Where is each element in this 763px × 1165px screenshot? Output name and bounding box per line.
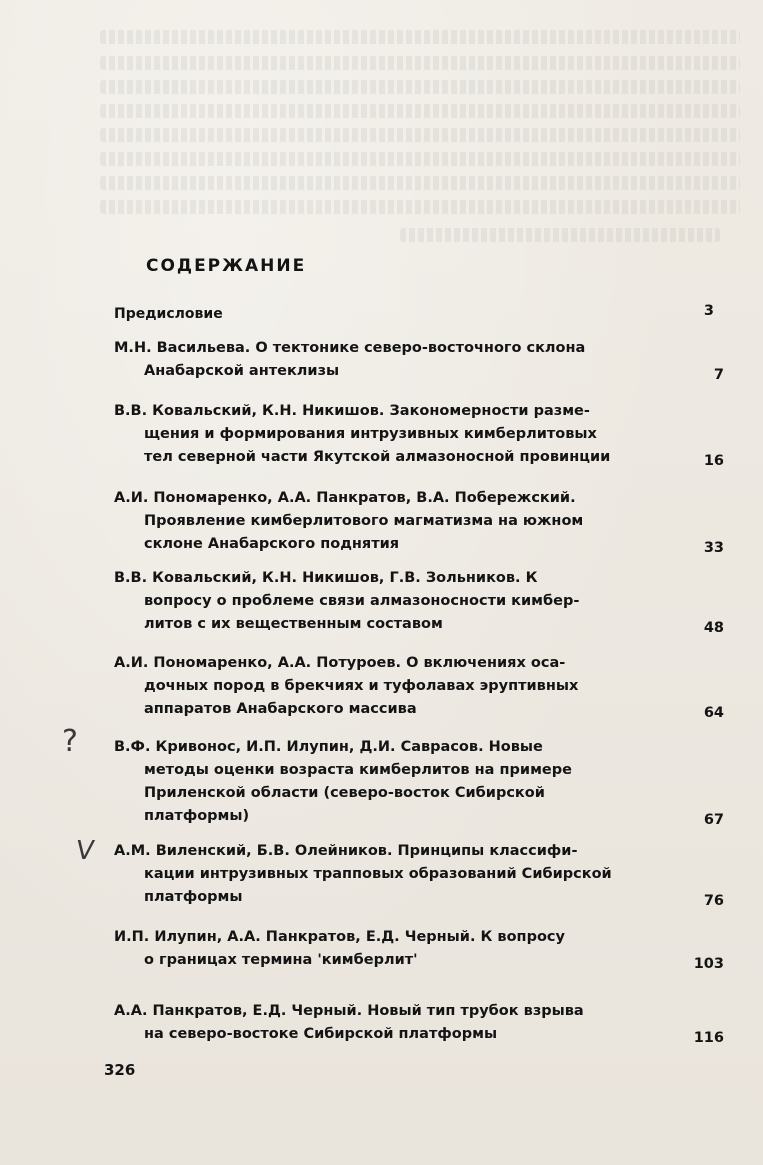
toc-entry-line: дочных пород в брекчиях и туфолавах эруптивных: [144, 678, 579, 694]
bleed-through: [100, 128, 740, 142]
toc-entry-title: [114, 926, 644, 972]
margin-check-mark: V: [73, 836, 96, 866]
toc-entry-line: методы оценки возраста кимберлитов на примере: [144, 762, 572, 778]
page-folio: 326: [104, 1061, 136, 1079]
toc-entry[interactable]: [114, 487, 724, 556]
toc-entry-line: В.В. Ковальский, К.Н. Никишов, Г.В. Зольников. К: [114, 570, 538, 586]
toc-entry-line: Проявление кимберлитового магматизма на южном: [144, 513, 584, 529]
toc-entry-line: А.И. Пономаренко, А.А. Потуроев. О включениях оса-: [114, 655, 566, 671]
toc-entry-line: вопросу о проблеме связи алмазоносности кимбер-: [144, 593, 580, 609]
toc-entry-line: М.Н. Васильева. О тектонике северо-восточного склона: [114, 340, 586, 356]
toc-entry-preface[interactable]: [114, 303, 714, 322]
toc-entry-line: кации интрузивных трапповых образований Сибирской: [144, 866, 612, 882]
toc-entry-title: [114, 652, 644, 721]
toc-entry[interactable]: [114, 652, 724, 721]
margin-question-mark: ?: [62, 724, 78, 759]
bleed-through: [100, 56, 740, 70]
toc-page-number: 7: [713, 367, 724, 383]
bleed-through: [400, 228, 720, 242]
toc-entry-line: на северо-востоке Сибирской платформы: [144, 1026, 498, 1042]
toc-entry-title: [114, 1000, 644, 1046]
toc-entry-line: тел северной части Якутской алмазоносной провинции: [144, 449, 611, 465]
toc-entry[interactable]: [114, 400, 724, 469]
toc-entry-title: [114, 840, 644, 909]
toc-entry-line: литов с их вещественным составом: [144, 616, 443, 632]
toc-entry[interactable]: [114, 567, 724, 636]
toc-entry[interactable]: [114, 1000, 724, 1046]
toc-entry-line: В.В. Ковальский, К.Н. Никишов. Закономерности разме-: [114, 403, 590, 419]
toc-page-number: 48: [703, 620, 724, 636]
toc-entry-title: [114, 487, 644, 556]
toc-entry-line: аппаратов Анабарского массива: [144, 701, 417, 717]
toc-entry-title: Предисловие: [114, 306, 223, 322]
toc-entry-title: [114, 567, 644, 636]
toc-entry-line: В.Ф. Кривонос, И.П. Илупин, Д.И. Саврасов. Новые: [114, 739, 543, 755]
bleed-through: [100, 200, 740, 214]
toc-entry-line: А.М. Виленский, Б.В. Олейников. Принципы классифи-: [114, 843, 578, 859]
toc-page-number: 103: [693, 956, 724, 972]
toc-entry-line: А.И. Пономаренко, А.А. Панкратов, В.А. Побережский.: [114, 490, 576, 506]
toc-entry-line: И.П. Илупин, А.А. Панкратов, Е.Д. Черный. К вопросу: [114, 929, 565, 945]
toc-entry-line: щения и формирования интрузивных кимберлитовых: [144, 426, 597, 442]
toc-entry-title: [114, 337, 644, 383]
toc-page-number: 3: [703, 303, 714, 319]
toc-entry-line: платформы: [144, 889, 243, 905]
toc-entry[interactable]: [114, 337, 724, 383]
bleed-through: [100, 104, 740, 118]
toc-page-number: 16: [703, 453, 724, 469]
toc-entry[interactable]: [114, 926, 724, 972]
toc-page-number: 64: [703, 705, 724, 721]
contents-heading: СОДЕРЖАНИЕ: [146, 256, 307, 276]
bleed-through: [100, 30, 740, 44]
toc-page-number: 116: [693, 1030, 724, 1046]
toc-entry-title: [114, 736, 644, 828]
bleed-through: [100, 152, 740, 166]
toc-entry[interactable]: [114, 736, 724, 828]
bleed-through: [100, 80, 740, 94]
toc-page-number: 67: [703, 812, 724, 828]
toc-page-number: 76: [703, 893, 724, 909]
toc-entry-title: [114, 400, 644, 469]
toc-entry-line: о границах термина 'кимберлит': [144, 952, 418, 968]
toc-entry-line: А.А. Панкратов, Е.Д. Черный. Новый тип трубок взрыва: [114, 1003, 584, 1019]
toc-entry-line: платформы): [144, 808, 250, 824]
toc-entry-line: склоне Анабарского поднятия: [144, 536, 400, 552]
toc-entry[interactable]: [114, 840, 724, 909]
bleed-through: [100, 176, 740, 190]
toc-entry-line: Анабарской антеклизы: [144, 363, 340, 379]
toc-page-number: 33: [703, 540, 724, 556]
toc-entry-line: Приленской области (северо-восток Сибирской: [144, 785, 545, 801]
